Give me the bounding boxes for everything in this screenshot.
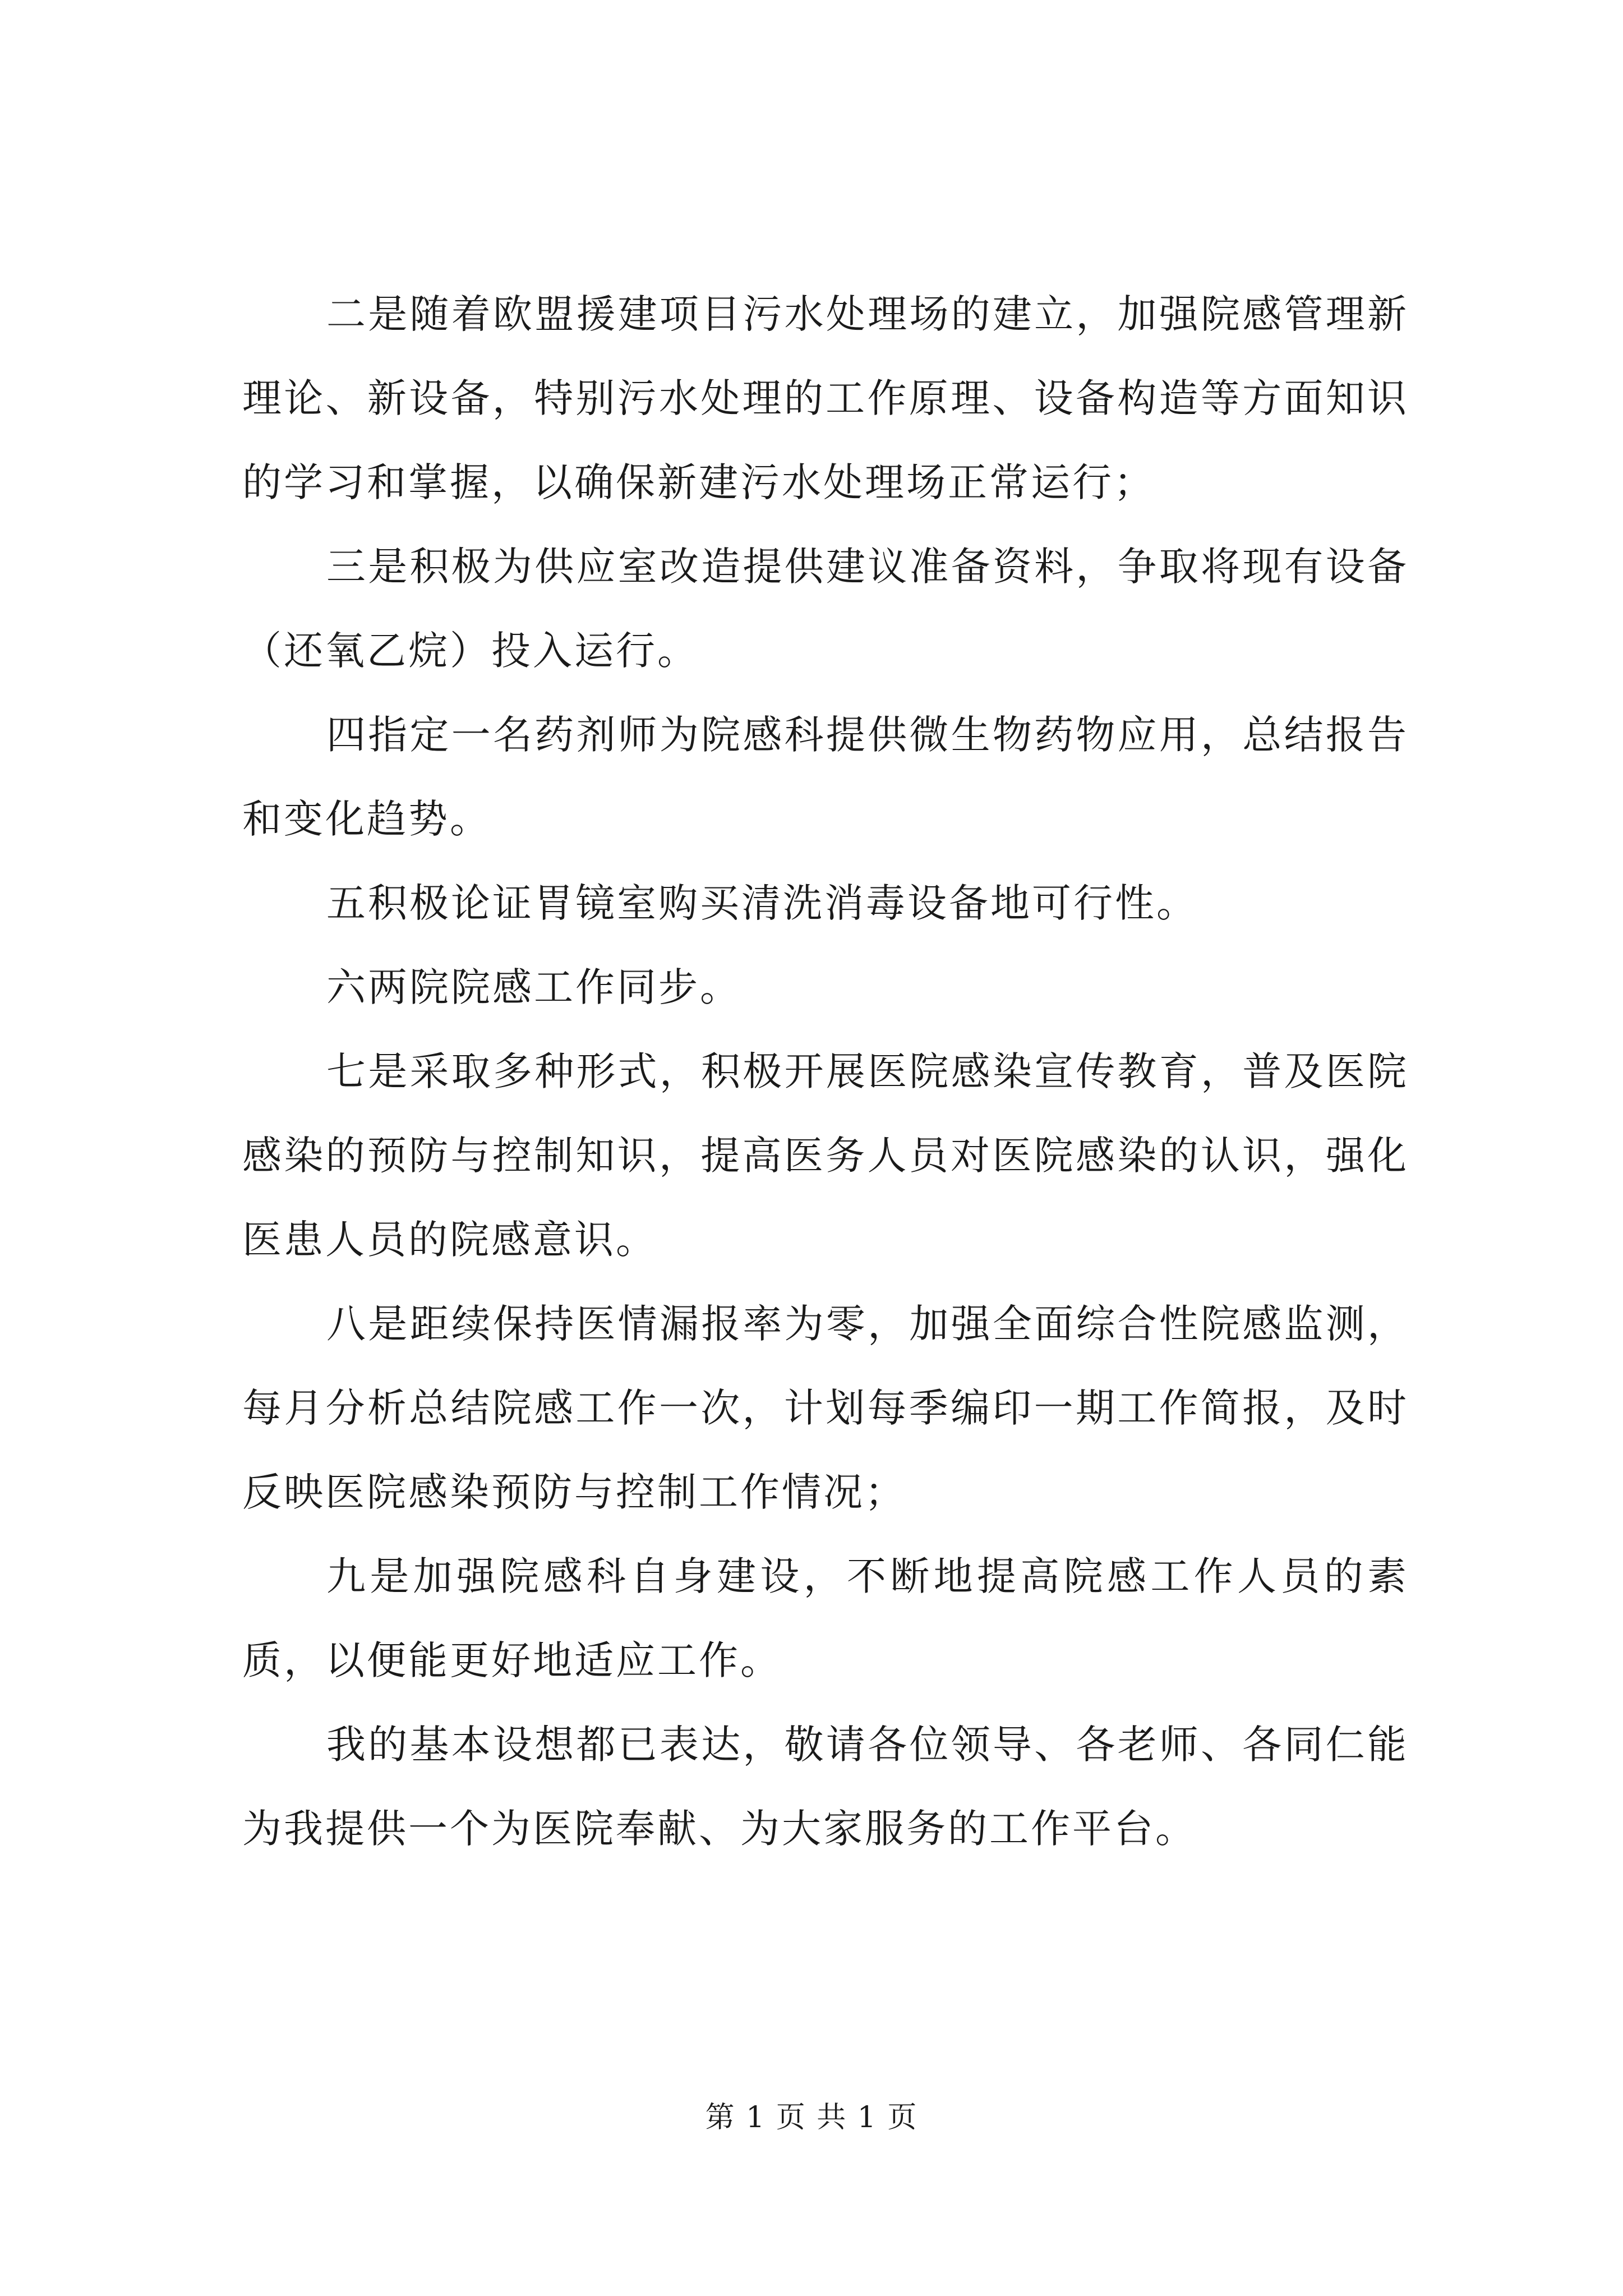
paragraph-5: 五积极论证胃镜室购买清洗消毒设备地可行性。 — [326, 880, 1198, 926]
closing-paragraph: 我的基本设想都已表达，敬请各位领导、各老师、各同仁能为我提供一个为医院奉献、为大家服务的工作平台。 — [242, 1722, 1409, 1852]
document-body — [242, 272, 1409, 1871]
paragraph-8: 八是距续保持医情漏报率为零，加强全面综合性院感监测，每月分析总结院感工作一次，计划每季编印一期工作简报，及时反映医院感染预防与控制工作情况； — [242, 1301, 1409, 1515]
paragraph-4: 四指定一名药剂师为院感科提供微生物药物应用，总结报告和变化趋势。 — [242, 712, 1409, 842]
page-number-footer: 第 1 页 共 1 页 — [705, 2101, 918, 2134]
paragraph-7: 七是采取多种形式，积极开展医院感染宣传教育，普及医院感染的预防与控制知识，提高医务人员对医院感染的认识，强化医患人员的院感意识。 — [242, 1048, 1409, 1263]
paragraph-9: 九是加强院感科自身建设，不断地提高院感工作人员的素质，以便能更好地适应工作。 — [242, 1553, 1409, 1683]
paragraph-2: 二是随着欧盟援建项目污水处理场的建立，加强院感管理新理论、新设备，特别污水处理的工作原理、设备构造等方面知识的学习和掌握，以确保新建污水处理场正常运行； — [242, 291, 1409, 505]
paragraph-3: 三是积极为供应室改造提供建议准备资料，争取将现有设备（还氧乙烷）投入运行。 — [242, 544, 1409, 674]
paragraph-6: 六两院院感工作同步。 — [326, 964, 741, 1010]
